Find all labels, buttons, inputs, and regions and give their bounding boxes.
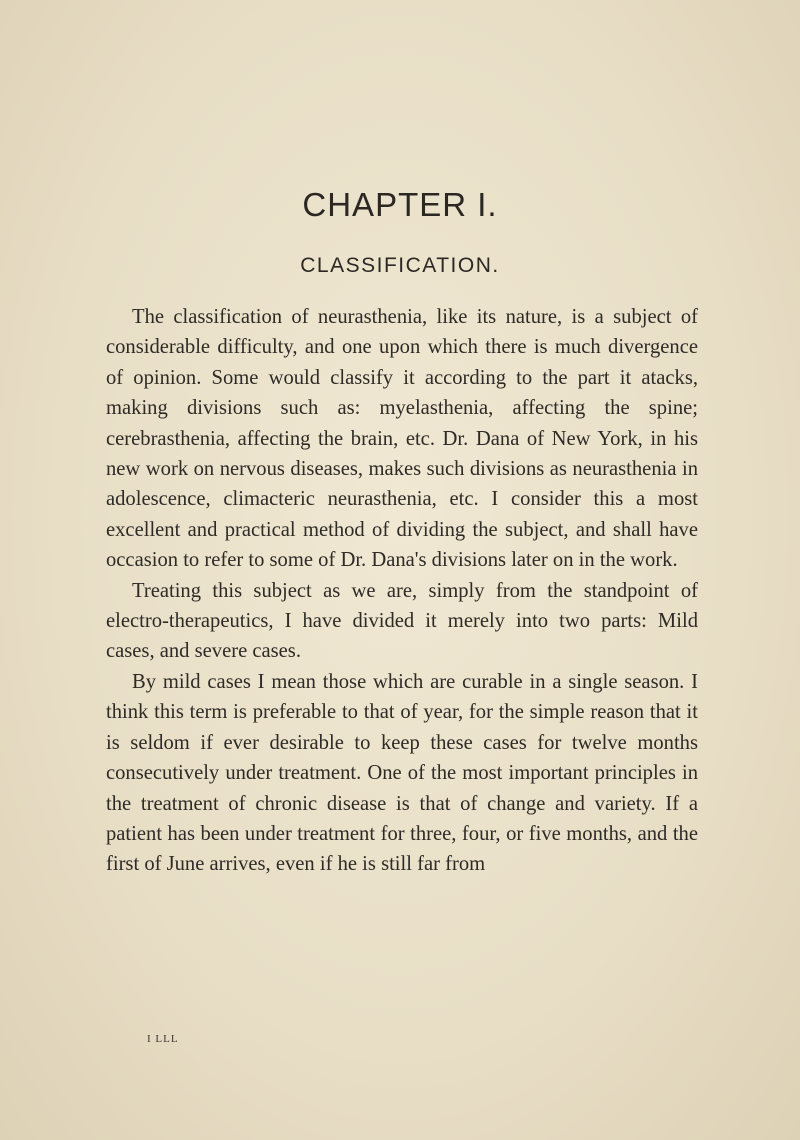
paragraph: Treating this subject as we are, simply from the standpoint of electro-therapeutics, I have divided it merely into two parts: Mild cases, and severe cases. xyxy=(106,579,698,663)
body-text xyxy=(106,302,698,880)
paragraph: The classification of neurasthenia, like its nature, is a subject of considerable difficulty, and one upon which there is much divergence of opinion. Some would classify it according to the part it atacks, making divisions such as: myelasthenia, affecting the spine; cerebrasthenia, affecting the brain, etc. Dr. Dana of New York, in his new work on nervous diseases, makes such divisions as neurasthenia in adolescence, climacteric neurasthenia, etc. I consider this a most excellent and practical method of dividing the subject, and shall have occasion to refer to some of Dr. Dana's divisions later on in the work. xyxy=(106,306,698,572)
chapter-title: CHAPTER I. xyxy=(302,186,498,223)
paragraph: By mild cases I mean those which are curable in a single season. I think this term is preferable to that of year, for the simple reason that it is seldom if ever desirable to keep these cases for twelve months consecutively under treatment. One of the most important principles in the treatment of chronic disease is that of change and variety. If a patient has been under treatment for three, four, or five months, and the first of June arrives, even if he is still far from xyxy=(106,670,698,876)
section-title: CLASSIFICATION. xyxy=(300,254,500,277)
printer-signature-mark: I LLL xyxy=(147,1033,179,1045)
